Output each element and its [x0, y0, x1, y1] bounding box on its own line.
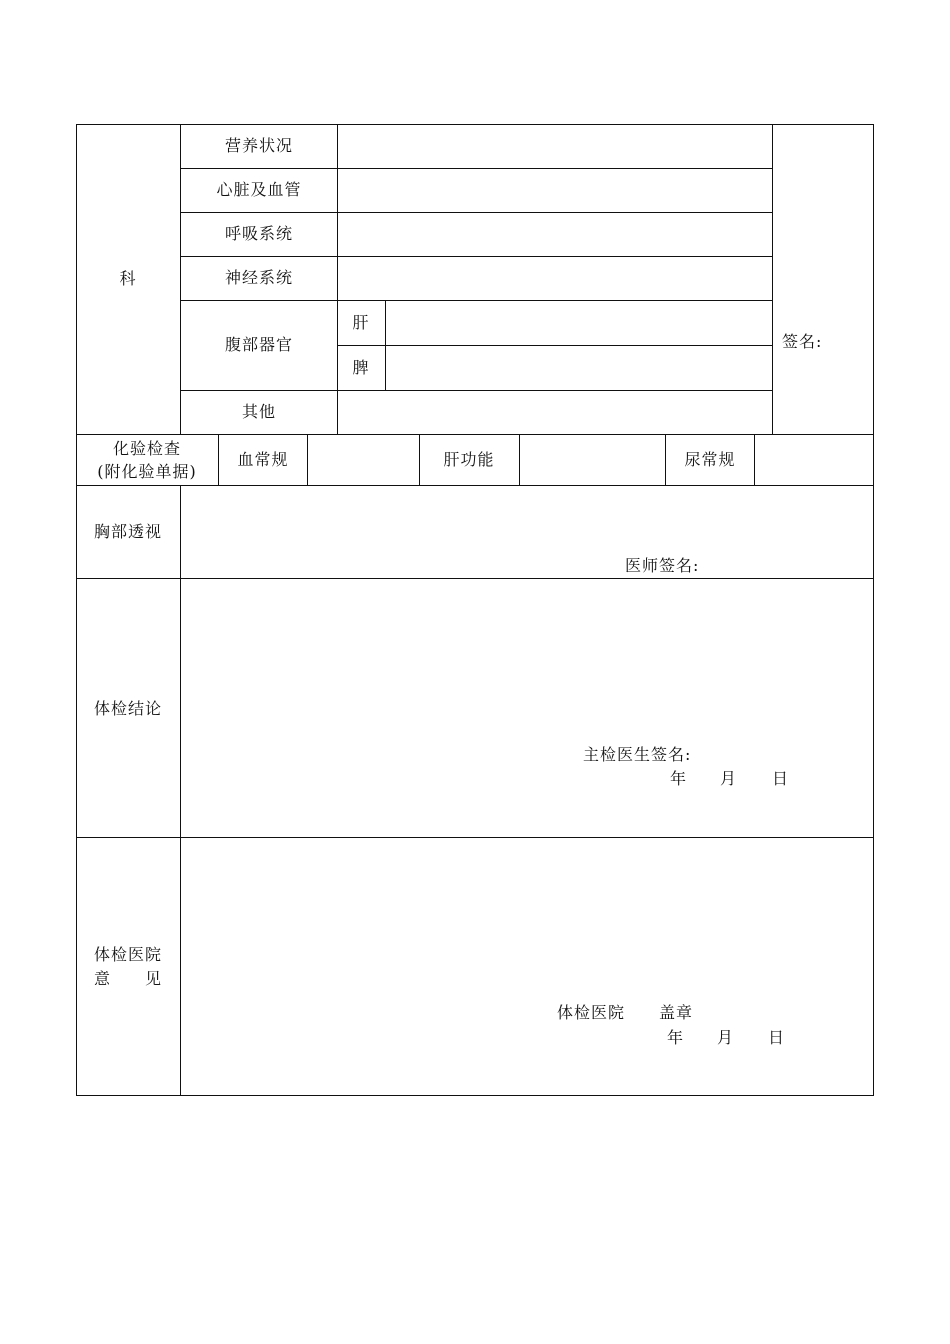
- nutrition-field[interactable]: [345, 126, 765, 166]
- nervous-system-label: 神经系统: [224, 268, 294, 287]
- col-divider: [665, 434, 666, 485]
- col-divider: [337, 124, 338, 434]
- row-divider: [180, 168, 773, 169]
- dept-label: 科: [119, 269, 137, 288]
- col-divider: [180, 485, 181, 1096]
- row-divider: [180, 212, 773, 213]
- chest-xray-label: 胸部透视: [93, 522, 163, 541]
- lab-label-line1: 化验检查: [112, 439, 182, 458]
- row-divider: [180, 256, 773, 257]
- col-divider: [772, 124, 773, 434]
- table-border-right: [873, 124, 874, 1096]
- other-field[interactable]: [345, 392, 765, 432]
- hospital-day-label: 日: [768, 1028, 786, 1047]
- col-divider: [180, 124, 181, 434]
- other-label: 其他: [241, 402, 277, 421]
- liver-function-label: 肝功能: [443, 450, 495, 469]
- nutrition-label: 营养状况: [224, 136, 294, 155]
- hospital-month-label: 月: [717, 1028, 735, 1047]
- row-divider: [180, 300, 773, 301]
- liver-label: 肝: [352, 313, 370, 332]
- urine-routine-field[interactable]: [761, 440, 867, 480]
- col-divider: [754, 434, 755, 485]
- signature-label: 签名:: [782, 332, 823, 351]
- cardiovascular-field[interactable]: [345, 170, 765, 210]
- respiratory-label: 呼吸系统: [224, 224, 294, 243]
- col-divider: [519, 434, 520, 485]
- cardiovascular-label: 心脏及血管: [216, 180, 302, 199]
- spleen-label: 脾: [352, 358, 370, 377]
- abdomen-label: 腹部器官: [224, 335, 294, 354]
- urine-routine-label: 尿常规: [684, 450, 736, 469]
- hospital-year-label: 年: [667, 1028, 685, 1047]
- table-border-top: [76, 124, 874, 125]
- conclusion-month-label: 月: [720, 769, 738, 788]
- lab-label-line2: (附化验单据): [97, 462, 197, 481]
- conclusion-year-label: 年: [670, 769, 688, 788]
- table-border-left: [76, 124, 77, 1096]
- blood-routine-label: 血常规: [237, 450, 289, 469]
- table-border-bottom: [76, 1095, 874, 1096]
- spleen-field[interactable]: [393, 348, 765, 388]
- hospital-opinion-label-line1: 体检医院: [93, 945, 163, 964]
- liver-function-field[interactable]: [526, 440, 660, 480]
- physician-signature-label: 医师签名:: [625, 556, 700, 575]
- conclusion-day-label: 日: [772, 769, 790, 788]
- chief-doctor-signature-label: 主检医生签名:: [583, 745, 692, 764]
- col-divider: [307, 434, 308, 485]
- liver-field[interactable]: [393, 303, 765, 343]
- respiratory-field[interactable]: [345, 214, 765, 254]
- section-divider: [76, 578, 874, 579]
- section-divider: [76, 837, 874, 838]
- col-divider: [218, 434, 219, 485]
- hospital-opinion-label-line2: 意 见: [93, 969, 163, 988]
- conclusion-label: 体检结论: [93, 699, 163, 718]
- nervous-system-field[interactable]: [345, 258, 765, 298]
- hospital-stamp-label: 体检医院 盖章: [557, 1003, 694, 1022]
- blood-routine-field[interactable]: [314, 440, 414, 480]
- col-divider: [419, 434, 420, 485]
- row-divider: [180, 390, 773, 391]
- col-divider: [385, 300, 386, 390]
- section-divider: [76, 485, 874, 486]
- row-divider: [337, 345, 773, 346]
